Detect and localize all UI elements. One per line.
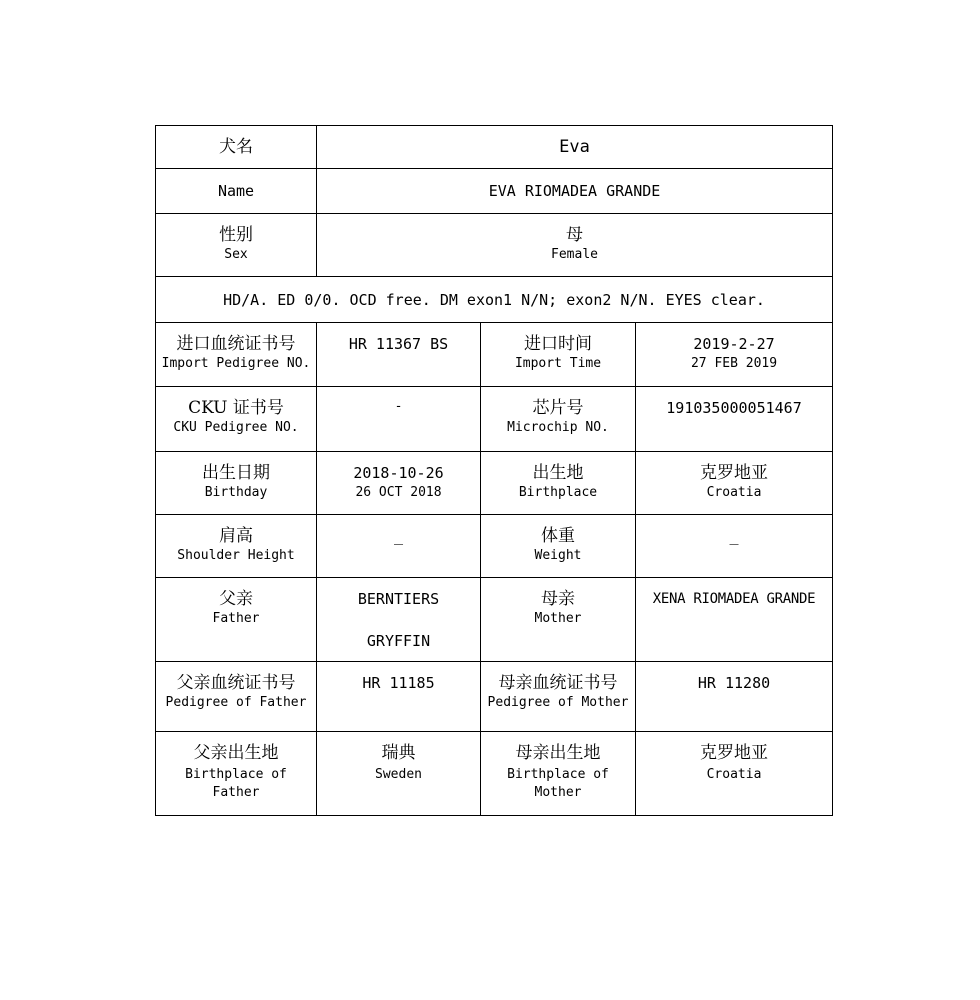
father-value-line2: GRYFFIN: [366, 632, 431, 650]
shoulder-height-value: _: [393, 527, 404, 545]
birthplace-father-value-en: Sweden: [375, 767, 422, 782]
dog-name-label-cell: [156, 126, 317, 169]
dog-name-label: 犬名: [219, 137, 253, 157]
weight-label-cn: 体重: [541, 526, 575, 546]
birthplace-mother-label-en-line2: Mother: [534, 785, 582, 800]
birthday-value-cn: 2018-10-26: [353, 464, 444, 482]
birthplace-mother-value-cn: 克罗地亚: [700, 743, 769, 763]
sex-value-en: Female: [551, 247, 598, 262]
birthplace-value-cell: [636, 452, 833, 515]
sex-label-cell: [156, 214, 317, 277]
pedigree-table: [155, 125, 833, 816]
name-value-cell: [317, 169, 833, 214]
weight-label-cell: [481, 515, 636, 578]
pedigree-father-value: HR 11185: [362, 674, 435, 692]
import-pedigree-label-cn: 进口血统证书号: [176, 334, 296, 354]
birthday-value-cell: [317, 452, 481, 515]
health-text: HD/A. ED 0/0. OCD free. DM exon1 N/N; exon2 N/N. EYES clear.: [223, 290, 765, 309]
birthplace-father-value-cell: [317, 732, 481, 816]
birthplace-father-label-en-line2: Father: [212, 785, 260, 800]
import-time-label-cell: [481, 323, 636, 387]
birthday-label-cell: [156, 452, 317, 515]
weight-value-cell: [636, 515, 833, 578]
sex-label-cn: 性别: [219, 225, 253, 245]
import-pedigree-value: HR 11367 BS: [348, 335, 449, 353]
row-name: [156, 169, 833, 214]
import-pedigree-label-cell: [156, 323, 317, 387]
birthplace-mother-value-cell: [636, 732, 833, 816]
row-sex: [156, 214, 833, 277]
birthday-label-cn: 出生日期: [202, 463, 270, 483]
birthplace-mother-label-cn: 母亲出生地: [515, 743, 601, 763]
pedigree-mother-value: HR 11280: [697, 674, 771, 692]
sex-value-cell: [317, 214, 833, 277]
import-time-label-cn: 进口时间: [524, 334, 592, 354]
mother-label-cell: [481, 578, 636, 662]
mother-label-cn: 母亲: [541, 589, 575, 609]
mother-value: XENA RIOMADEA GRANDE: [652, 591, 816, 607]
cku-value: -: [394, 399, 403, 414]
father-value-cell: [317, 578, 481, 662]
import-pedigree-value-cell: [317, 323, 481, 387]
dog-name-value: Eva: [559, 137, 590, 157]
microchip-value-cell: [636, 387, 833, 452]
import-time-value-cell: [636, 323, 833, 387]
shoulder-height-label-en: Shoulder Height: [177, 548, 295, 563]
birthplace-value-cn: 克罗地亚: [700, 463, 769, 483]
weight-label-en: Weight: [534, 548, 582, 563]
pedigree-father-label-cn: 父亲血统证书号: [176, 673, 296, 693]
import-time-value-cn: 2019-2-27: [693, 335, 775, 353]
birthplace-mother-label-cell: [481, 732, 636, 816]
pedigree-mother-value-cell: [636, 662, 833, 732]
birthplace-father-label-en-line1: Birthplace of: [185, 767, 287, 782]
birthplace-father-value-cn: 瑞典: [381, 743, 416, 763]
health-cell: [156, 277, 833, 323]
shoulder-height-label-cn: 肩高: [219, 526, 253, 546]
name-label: Name: [217, 182, 255, 200]
name-value: EVA RIOMADEA GRANDE: [488, 182, 661, 200]
mother-label-en: Mother: [534, 611, 582, 626]
birthplace-father-label-cn: 父亲出生地: [193, 743, 279, 763]
birthplace-label-cn: 出生地: [532, 463, 584, 483]
birthplace-mother-label-en-line1: Birthplace of: [507, 767, 609, 782]
microchip-label-cn: 芯片号: [532, 398, 584, 418]
birthplace-label-en: Birthplace: [518, 485, 598, 500]
pedigree-mother-label-cell: [481, 662, 636, 732]
row-import: [156, 323, 833, 387]
microchip-value: 191035000051467: [666, 399, 802, 417]
birthplace-mother-value-en: Croatia: [706, 767, 762, 782]
pedigree-father-value-cell: [317, 662, 481, 732]
birthplace-father-label-cell: [156, 732, 317, 816]
mother-value-cell: [636, 578, 833, 662]
row-health: [156, 277, 833, 323]
pedigree-mother-label-cn: 母亲血统证书号: [498, 673, 618, 693]
cku-label-cell: [156, 387, 317, 452]
birthplace-label-cell: [481, 452, 636, 515]
cku-label-en: CKU Pedigree NO.: [173, 420, 299, 435]
microchip-label-en: Microchip NO.: [507, 420, 609, 435]
row-parent-pedigree: [156, 662, 833, 732]
import-pedigree-label-en: Import Pedigree NO.: [161, 356, 311, 371]
birthday-value-en: 26 OCT 2018: [355, 485, 442, 500]
cku-value-cell: [317, 387, 481, 452]
father-label-cn: 父亲: [219, 589, 253, 609]
father-label-cell: [156, 578, 317, 662]
sex-label-en: Sex: [224, 247, 248, 262]
microchip-label-cell: [481, 387, 636, 452]
pedigree-father-label-cell: [156, 662, 317, 732]
birthplace-value-en: Croatia: [706, 485, 762, 500]
name-label-cell: [156, 169, 317, 214]
pedigree-mother-label-en: Pedigree of Mother: [487, 695, 629, 710]
birthday-label-en: Birthday: [204, 485, 268, 500]
pedigree-father-label-en: Pedigree of Father: [165, 695, 307, 710]
import-time-value-en: 27 FEB 2019: [690, 356, 778, 371]
row-size: [156, 515, 833, 578]
cku-label-cn: CKU 证书号: [188, 398, 284, 418]
row-parents: [156, 578, 833, 662]
father-label-en: Father: [212, 611, 260, 626]
row-parent-birthplace: [156, 732, 833, 816]
sex-value-cn: 母: [566, 225, 584, 245]
shoulder-height-label-cell: [156, 515, 317, 578]
row-birth: [156, 452, 833, 515]
weight-value: _: [729, 527, 739, 545]
dog-name-value-cell: [317, 126, 833, 169]
import-time-label-en: Import Time: [514, 356, 602, 371]
row-dog-name: [156, 126, 833, 169]
shoulder-height-value-cell: [317, 515, 481, 578]
row-cku: [156, 387, 833, 452]
father-value-line1: BERNTIERS: [357, 590, 440, 608]
